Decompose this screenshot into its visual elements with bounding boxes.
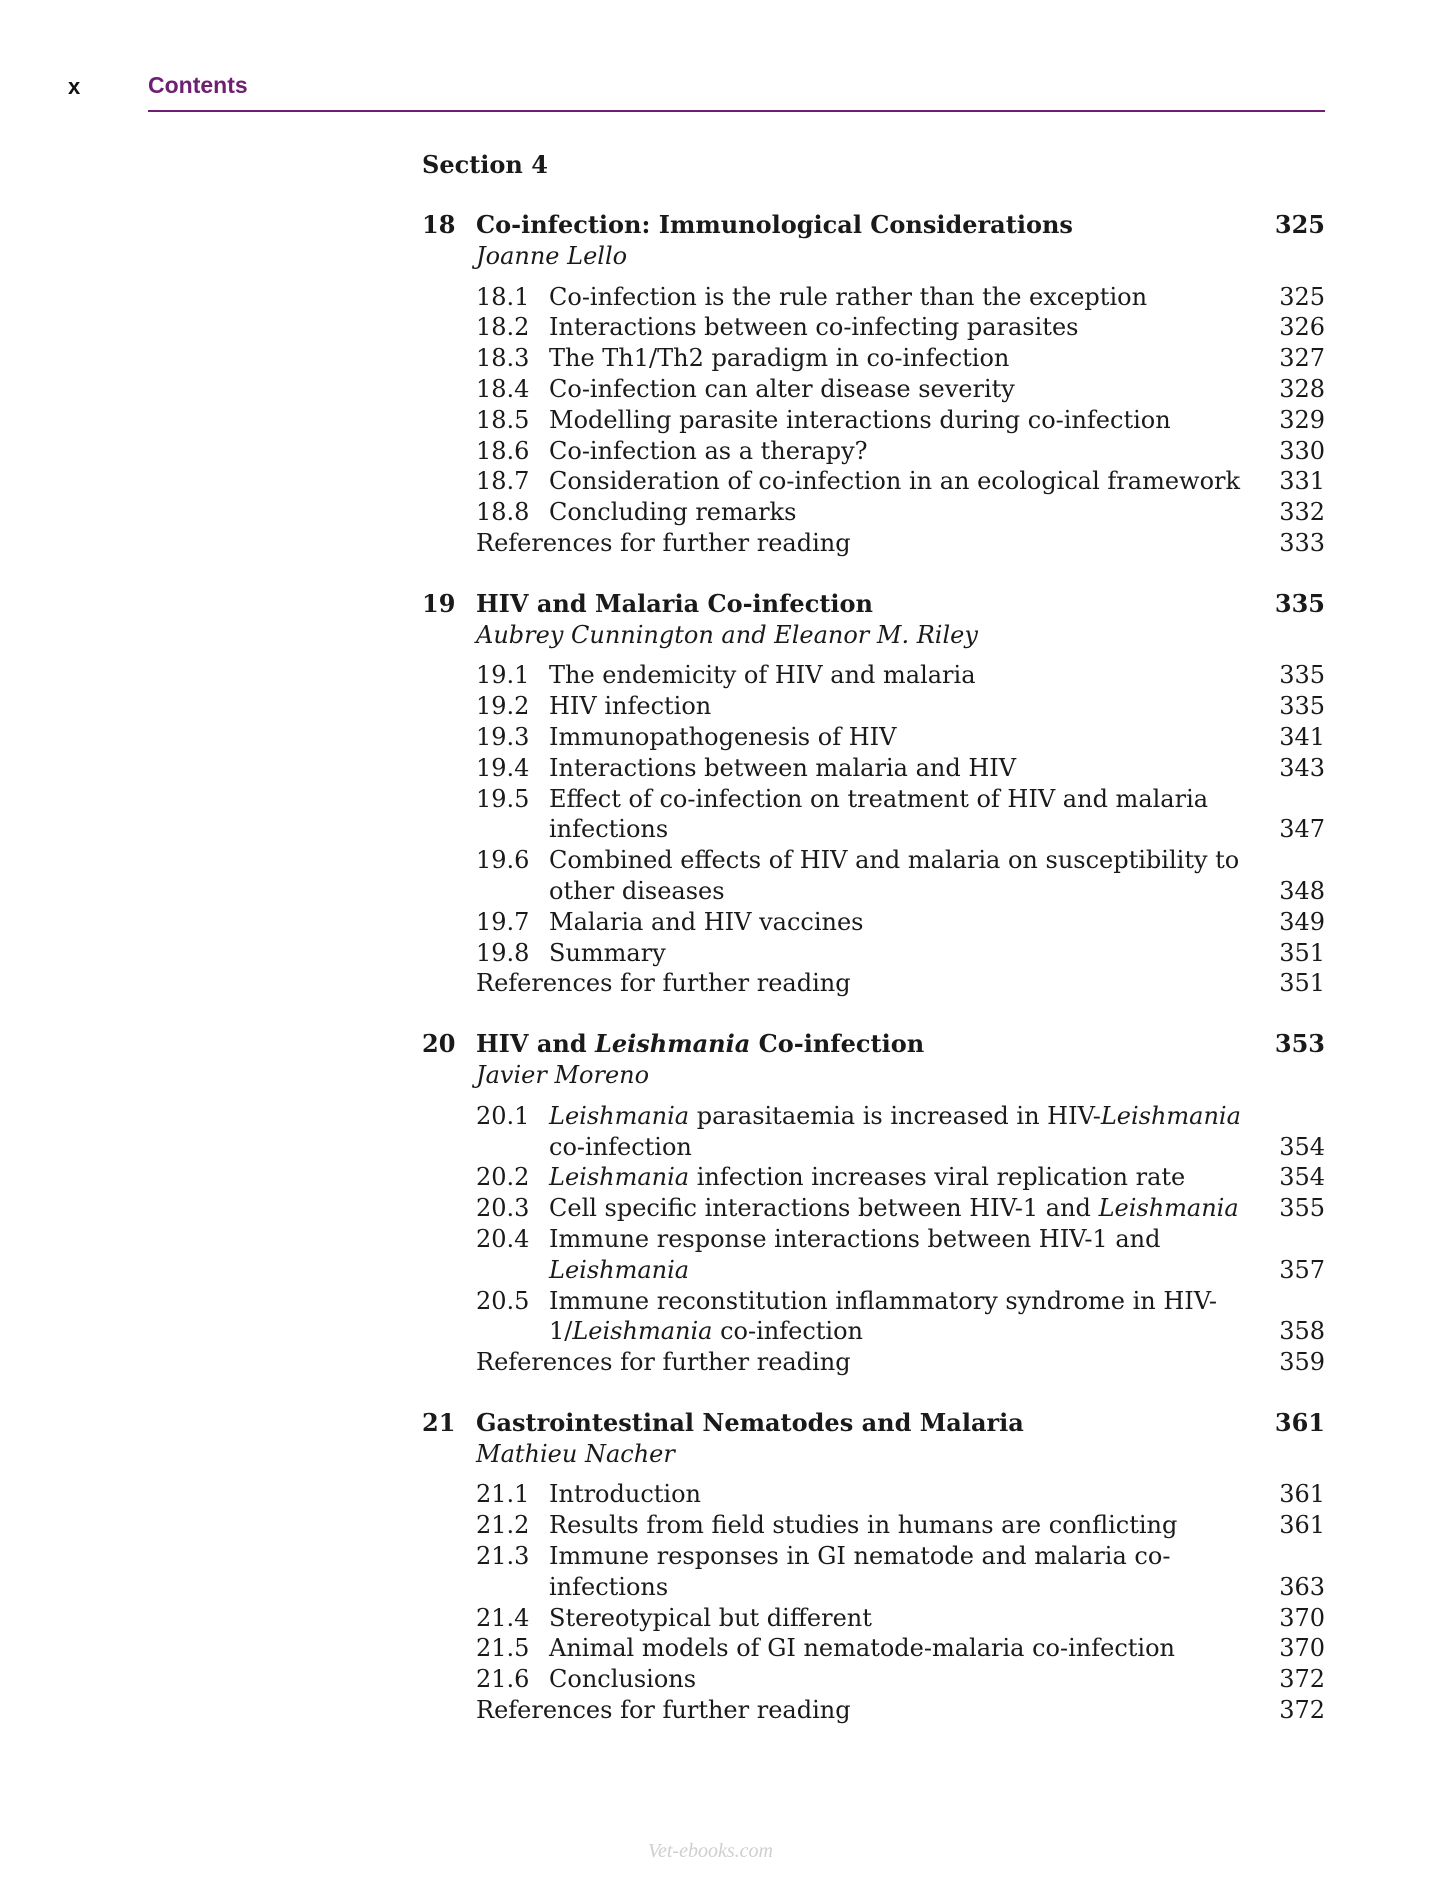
- toc-entry: [422, 1162, 1325, 1193]
- entry-page: 354: [1279, 1132, 1325, 1161]
- toc-entry: [422, 405, 1325, 436]
- entry-title: Co-infection can alter disease severity: [549, 374, 1015, 403]
- entry-title: Cell specific interactions between HIV-1 and Leishmania: [549, 1194, 1239, 1223]
- entry-page: 332: [1279, 498, 1325, 527]
- entry-number: 18.2: [476, 313, 530, 342]
- toc-entry: [422, 1633, 1325, 1664]
- entry-number: 19.4: [476, 753, 530, 782]
- entry-page: 351: [1279, 938, 1325, 967]
- toc-entry: [422, 784, 1325, 846]
- toc-entry: [422, 691, 1325, 722]
- entry-title: Interactions between malaria and HIV: [549, 753, 1017, 782]
- chapter-number: 21: [422, 1407, 456, 1437]
- chapter-title-row: [422, 1408, 1325, 1439]
- toc-entry: [422, 722, 1325, 753]
- entry-title: Combined effects of HIV and malaria on susceptibility to other diseases: [549, 846, 1240, 905]
- header-rule: [148, 110, 1325, 112]
- toc-entry: [422, 1479, 1325, 1510]
- entry-number: 18.8: [476, 498, 530, 527]
- entry-title: Immune reconstitution inflammatory syndrome in HIV-1/Leishmania co-infection: [549, 1286, 1218, 1346]
- chapter-number: 20: [422, 1029, 456, 1059]
- toc-entry: [422, 1541, 1325, 1603]
- entry-page: 372: [1279, 1665, 1325, 1694]
- references-entry: [422, 968, 1325, 999]
- references-entry: [422, 528, 1325, 559]
- chapter-author: Mathieu Nacher: [476, 1439, 675, 1468]
- chapter-author: Aubrey Cunnington and Eleanor M. Riley: [476, 620, 978, 649]
- entry-page: 328: [1279, 374, 1325, 403]
- entry-page: 327: [1279, 344, 1325, 373]
- entry-number: 21.3: [476, 1542, 530, 1571]
- watermark: Vet-ebooks.com: [648, 1840, 773, 1862]
- entry-title: Results from field studies in humans are conflicting: [549, 1511, 1178, 1540]
- chapter-number: 18: [422, 210, 456, 239]
- toc-entry: [422, 497, 1325, 528]
- toc-entry: [422, 282, 1325, 313]
- entry-page: 348: [1279, 876, 1325, 905]
- entry-title: Stereotypical but different: [549, 1603, 872, 1632]
- entry-number: 21.2: [476, 1511, 530, 1540]
- toc-entry: [422, 907, 1325, 938]
- entry-title: The Th1/Th2 paradigm in co-infection: [549, 344, 1010, 373]
- entry-number: 20.2: [476, 1163, 530, 1192]
- entry-number: 20.5: [476, 1286, 530, 1315]
- entry-title: Co-infection as a therapy?: [549, 436, 868, 465]
- chapter-page: 335: [1274, 588, 1325, 618]
- entry-page: 325: [1279, 282, 1325, 311]
- entry-number: 20.1: [476, 1101, 530, 1130]
- entry-number: 19.5: [476, 784, 530, 813]
- entry-page: 326: [1279, 313, 1325, 342]
- toc-entry: [422, 1193, 1325, 1224]
- chapter-title-row: [422, 589, 1325, 620]
- entry-number: 21.6: [476, 1665, 530, 1694]
- entry-title: Effect of co-infection on treatment of HIV and malaria infections: [549, 784, 1209, 844]
- entry-page: 361: [1279, 1480, 1325, 1509]
- entry-number: 18.1: [476, 282, 530, 311]
- toc-entry: [422, 466, 1325, 497]
- references-entry: [422, 1347, 1325, 1378]
- chapter-title: Co-infection: Immunological Considerations: [476, 210, 1073, 239]
- entry-title: Co-infection is the rule rather than the exception: [549, 282, 1148, 311]
- entry-title: Malaria and HIV vaccines: [549, 907, 864, 936]
- toc-entry: [422, 1224, 1325, 1286]
- entry-page: 347: [1279, 815, 1325, 844]
- table-of-contents: [422, 150, 1325, 1756]
- entry-page: 355: [1279, 1194, 1325, 1223]
- chapter-page: 361: [1274, 1407, 1325, 1437]
- running-header-title: Contents: [148, 72, 248, 98]
- entry-number: 19.2: [476, 692, 530, 721]
- toc-entry: [422, 753, 1325, 784]
- entry-title: Concluding remarks: [549, 498, 797, 527]
- toc-entry: [422, 1101, 1325, 1163]
- entry-page: 349: [1279, 907, 1325, 936]
- chapter-page: 353: [1274, 1029, 1325, 1059]
- chapter-list: [422, 210, 1325, 1726]
- toc-entry: [422, 1286, 1325, 1348]
- entry-page: 363: [1279, 1572, 1325, 1601]
- entry-title: The endemicity of HIV and malaria: [549, 661, 976, 690]
- toc-entry: [422, 938, 1325, 969]
- entry-title: HIV infection: [549, 692, 712, 721]
- entry-number: 19.1: [476, 661, 530, 690]
- references-page: 333: [1279, 528, 1325, 557]
- toc-entry: [422, 343, 1325, 374]
- entry-number: 21.1: [476, 1480, 530, 1509]
- toc-entry: [422, 845, 1325, 907]
- chapter-block: [422, 589, 1325, 999]
- entry-number: 20.4: [476, 1224, 530, 1253]
- entry-title: Leishmania parasitaemia is increased in HIV-Leishmania co-infection: [549, 1101, 1241, 1161]
- chapter-title-row: [422, 1029, 1325, 1060]
- toc-entry: [422, 374, 1325, 405]
- chapter-author: Joanne Lello: [476, 241, 628, 270]
- chapter-title-row: [422, 210, 1325, 241]
- entry-page: 330: [1279, 436, 1325, 465]
- references-entry: [422, 1695, 1325, 1726]
- section-heading: Section 4: [422, 150, 548, 179]
- entry-page: 357: [1279, 1255, 1325, 1284]
- entry-number: 18.4: [476, 374, 530, 403]
- entry-number: 21.5: [476, 1634, 530, 1663]
- entry-page: 335: [1279, 692, 1325, 721]
- references-page: 372: [1279, 1696, 1325, 1725]
- chapter-title: Gastrointestinal Nematodes and Malaria: [476, 1407, 1024, 1437]
- entry-title: Consideration of co-infection in an ecological framework: [549, 467, 1241, 496]
- chapter-author: Javier Moreno: [476, 1060, 650, 1089]
- entry-title: Introduction: [549, 1480, 701, 1509]
- entry-page: 354: [1279, 1163, 1325, 1192]
- entry-number: 18.3: [476, 344, 530, 373]
- page-number: x: [68, 74, 81, 99]
- chapter-block: [422, 1408, 1325, 1726]
- chapter-page: 325: [1274, 210, 1325, 239]
- entry-page: 358: [1279, 1317, 1325, 1346]
- entry-title: Summary: [549, 938, 666, 967]
- entry-number: 19.8: [476, 938, 530, 967]
- toc-entry: [422, 1603, 1325, 1634]
- entry-number: 19.3: [476, 722, 530, 751]
- entry-title: Immune responses in GI nematode and malaria co-infections: [549, 1542, 1171, 1601]
- references-page: 359: [1279, 1348, 1325, 1377]
- entry-page: 343: [1279, 753, 1325, 782]
- references-label: References for further reading: [476, 528, 851, 557]
- toc-entry: [422, 660, 1325, 691]
- entry-number: 21.4: [476, 1603, 530, 1632]
- entry-title: Conclusions: [549, 1665, 697, 1694]
- references-label: References for further reading: [476, 969, 851, 998]
- entry-page: 329: [1279, 405, 1325, 434]
- entry-number: 18.7: [476, 467, 530, 496]
- entry-page: 370: [1279, 1603, 1325, 1632]
- entry-number: 18.6: [476, 436, 530, 465]
- entry-number: 19.7: [476, 907, 530, 936]
- entry-page: 370: [1279, 1634, 1325, 1663]
- toc-entry: [422, 436, 1325, 467]
- toc-entry: [422, 1510, 1325, 1541]
- entry-number: 19.6: [476, 846, 530, 875]
- chapter-block: [422, 1029, 1325, 1378]
- references-page: 351: [1279, 969, 1325, 998]
- entry-title: Modelling parasite interactions during co-infection: [549, 405, 1171, 434]
- entry-title: Immune response interactions between HIV-1 and Leishmania: [549, 1224, 1161, 1284]
- entry-title: Immunopathogenesis of HIV: [549, 722, 897, 751]
- chapter-number: 19: [422, 588, 456, 618]
- entry-title: Interactions between co-infecting parasites: [549, 313, 1079, 342]
- entry-page: 331: [1279, 467, 1325, 496]
- entry-number: 18.5: [476, 405, 530, 434]
- chapter-title: HIV and Leishmania Co-infection: [476, 1029, 925, 1059]
- references-label: References for further reading: [476, 1696, 851, 1725]
- chapter-title: HIV and Malaria Co-infection: [476, 588, 873, 618]
- entry-title: Leishmania infection increases viral replication rate: [549, 1163, 1186, 1192]
- toc-entry: [422, 312, 1325, 343]
- toc-entry: [422, 1664, 1325, 1695]
- entry-page: 361: [1279, 1511, 1325, 1540]
- entry-title: Animal models of GI nematode-malaria co-infection: [549, 1634, 1175, 1663]
- entry-page: 341: [1279, 722, 1325, 751]
- entry-page: 335: [1279, 661, 1325, 690]
- chapter-block: [422, 210, 1325, 559]
- references-label: References for further reading: [476, 1348, 851, 1377]
- entry-number: 20.3: [476, 1194, 530, 1223]
